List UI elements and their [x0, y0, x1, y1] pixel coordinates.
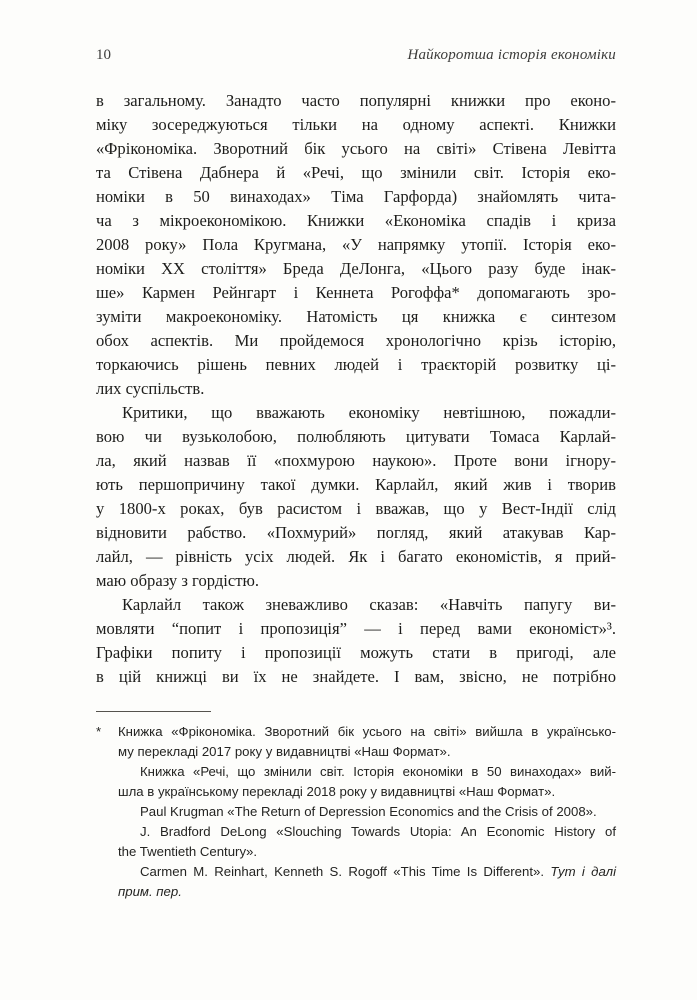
text-line [96, 113, 616, 137]
text-segment: Критики, що вважають економіку невтішною, пожадли- [122, 403, 616, 422]
text-segment: у 1800-х роках, був расистом і вважав, що у Вест-Індії слід [96, 499, 616, 518]
running-title: Найкоротша історія економіки [407, 47, 616, 63]
text-line [96, 497, 616, 521]
text-line [96, 425, 616, 449]
body-paragraph [96, 593, 616, 689]
text-line [96, 161, 616, 185]
text-line [96, 449, 616, 473]
running-header [96, 45, 616, 65]
text-line [96, 305, 616, 329]
footnote-marker: * [96, 724, 102, 739]
text-line [96, 377, 616, 401]
text-segment: міку зосереджуються тільки на одному аспекті. Книжки [96, 115, 616, 134]
text-segment: му перекладі 2017 року у видавництві «Наш Формат». [118, 744, 451, 759]
text-line [96, 593, 616, 617]
footnote-item [96, 822, 616, 862]
text-segment: ють першопричину такої думки. Карлайл, який жив і творив [96, 475, 616, 494]
text-line [96, 617, 616, 641]
text-segment: номіки в 50 винаходах» Тіма Гарфорда) знайомлять чита- [96, 187, 616, 206]
text-line [96, 257, 616, 281]
text-line [118, 802, 616, 822]
footnotes-block [96, 722, 616, 902]
text-line [118, 862, 616, 882]
text-line [96, 329, 616, 353]
text-segment: ча з мікроекономікою. Книжки «Економіка спадів і криза [96, 211, 616, 230]
text-line [96, 137, 616, 161]
text-line [96, 521, 616, 545]
text-segment: зуміти макроекономіку. Натомість ця книжка є синтезом [96, 307, 616, 326]
text-segment: ше» Кармен Рейнгарт і Кеннета Рогоффа* допомагають зро- [96, 283, 616, 302]
text-line [118, 782, 616, 802]
text-segment: номіки XX століття» Бреда ДеЛонга, «Цього разу буде інак- [96, 259, 616, 278]
text-segment: мовляти “попит і пропозиція” — і перед вами економіст»³. [96, 619, 616, 638]
text-line [96, 569, 616, 593]
text-line [96, 545, 616, 569]
text-segment: «Фрікономіка. Зворотний бік усього на світі» Стівена Левітта [96, 139, 616, 158]
text-segment: шла в українському перекладі 2018 року у видавництві «Наш Формат». [118, 784, 556, 799]
text-segment: Carmen M. Reinhart, Kenneth S. Rogoff «This Time Is Different». [140, 864, 551, 879]
text-segment: J. Bradford DeLong «Slouching Towards Utopia: An Economic History of [140, 824, 616, 839]
text-segment: вою чи вузьколобою, полюбляють цитувати Томаса Карлай- [96, 427, 616, 446]
text-line [118, 822, 616, 842]
text-segment: в цій книжці ви їх не знайдете. І вам, звісно, не потрібно [96, 667, 616, 686]
text-line [96, 89, 616, 113]
text-line [96, 473, 616, 497]
text-line [118, 742, 616, 762]
text-segment: маю образу з гордістю. [96, 571, 260, 590]
text-segment: ла, який назвав її «похмурою наукою». Проте вони ігнору- [96, 451, 616, 470]
text-segment: Книжка «Фрікономіка. Зворотний бік усього на світі» вийшла в українсько- [118, 724, 616, 739]
footnote-item [96, 762, 616, 802]
text-segment: торкаючись рішень певних людей і траєкторій розвитку ці- [96, 355, 616, 374]
text-segment: the Twentieth Century». [118, 844, 258, 859]
text-segment: Карлайл також зневажливо сказав: «Навчіть папугу ви- [122, 595, 616, 614]
text-line [96, 209, 616, 233]
text-segment: лих суспільств. [96, 379, 205, 398]
text-segment: Paul Krugman «The Return of Depression Economics and the Crisis of 2008». [140, 804, 597, 819]
text-line [96, 641, 616, 665]
body-paragraph [96, 401, 616, 593]
body-paragraph [96, 89, 616, 401]
text-line [118, 882, 616, 902]
text-line [96, 722, 616, 742]
text-line [118, 842, 616, 862]
italic-text-segment: прим. пер. [118, 884, 182, 899]
footnote-item [96, 862, 616, 902]
text-segment: в загальному. Занадто часто популярні книжки про еконо- [96, 91, 616, 110]
italic-text-segment: Тут і далі [550, 864, 617, 879]
page-body [96, 89, 616, 689]
text-line [96, 665, 616, 689]
text-segment: Книжка «Речі, що змінили світ. Історія економіки в 50 винаходах» вий- [140, 764, 616, 779]
text-line [96, 185, 616, 209]
text-segment: лайл, — рівність усіх людей. Як і багато економістів, я прий- [96, 547, 616, 566]
page-number: 10 [96, 47, 111, 63]
text-line [96, 233, 616, 257]
text-line [96, 401, 616, 425]
footnote-item [96, 722, 616, 762]
text-line [118, 762, 616, 782]
text-segment: відновити рабство. «Похмурий» погляд, який атакував Кар- [96, 523, 616, 542]
text-line [96, 353, 616, 377]
footnote-separator [96, 711, 211, 712]
footnote-item [96, 802, 616, 822]
text-segment: та Стівена Дабнера й «Речі, що змінили світ. Історія еко- [96, 163, 616, 182]
text-line [96, 281, 616, 305]
text-segment: обох аспектів. Ми пройдемося хронологічно крізь історію, [96, 331, 616, 350]
text-segment: 2008 року» Пола Кругмана, «У напрямку утопії. Історія еко- [96, 235, 616, 254]
text-segment: Графіки попиту і пропозиції можуть стати в пригоді, але [96, 643, 616, 662]
